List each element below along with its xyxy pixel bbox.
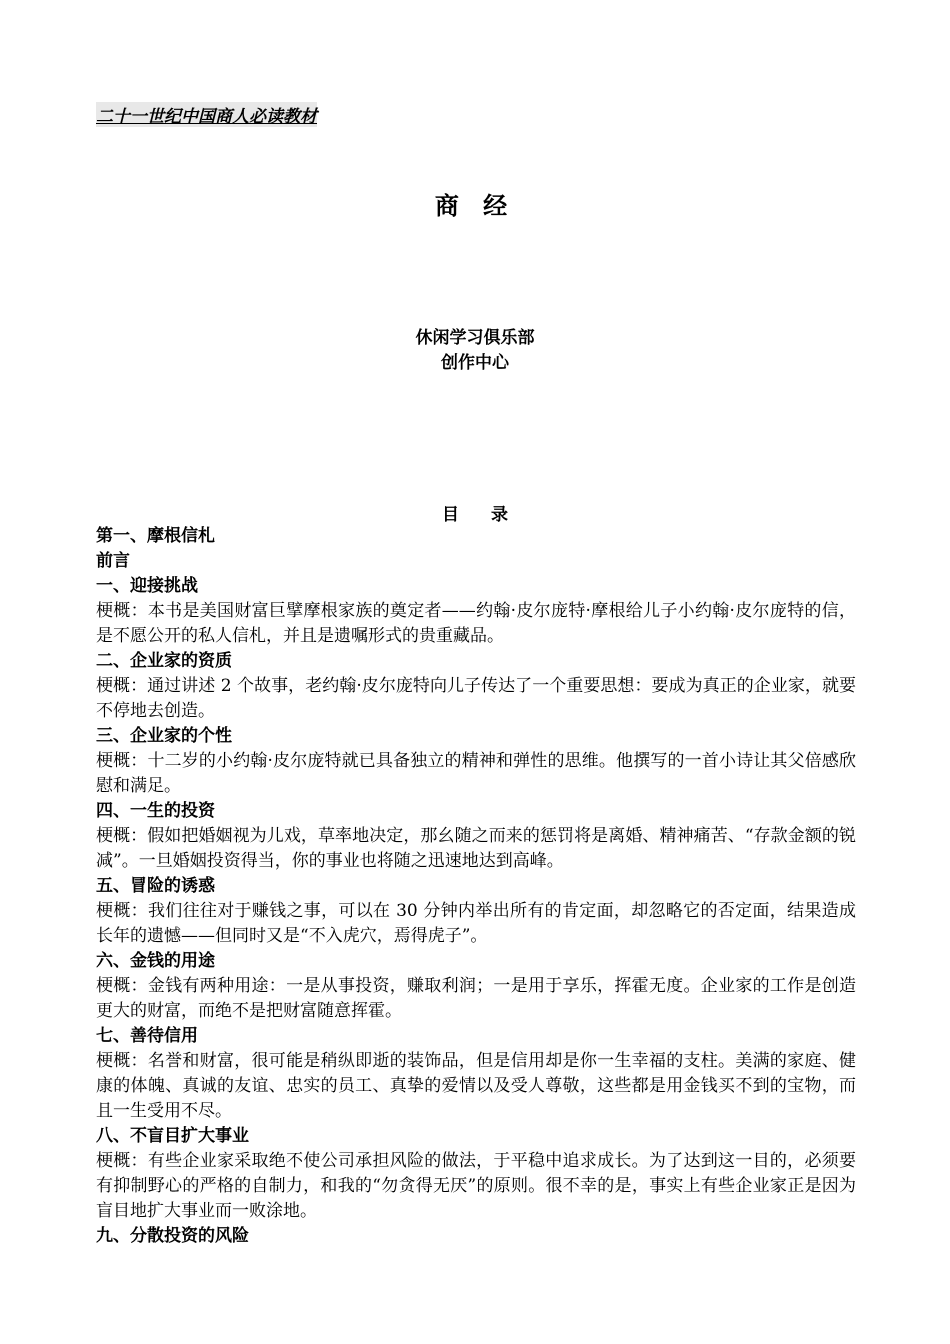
- toc-part-title: 第一、摩根信札: [96, 526, 215, 546]
- toc-entry: [96, 874, 856, 949]
- chapter-summary: 梗概：我们往往对于赚钱之事，可以在 30 分钟内举出所有的肯定面，却忽略它的否定面，结果造成长年的遗憾——但同时又是“不入虎穴，焉得虎子”。: [96, 901, 857, 946]
- chapter-title: 六、金钱的用途: [96, 951, 215, 971]
- toc-entry: [96, 1024, 856, 1124]
- book-title: 商 经: [434, 192, 516, 220]
- toc-entry: [96, 1224, 856, 1249]
- chapter-summary: 梗概：十二岁的小约翰·皮尔庞特就已具备独立的精神和弹性的思维。他撰写的一首小诗让其父倍感欣慰和满足。: [96, 751, 856, 796]
- chapter-summary: 梗概：通过讲述 2 个故事，老约翰·皮尔庞特向儿子传达了一个重要思想：要成为真正的企业家，就要不停地去创造。: [96, 676, 856, 721]
- toc-entry: [96, 1124, 856, 1224]
- chapter-title: 三、企业家的个性: [96, 726, 232, 746]
- toc-entry: [96, 574, 856, 649]
- toc-entry: [96, 799, 856, 874]
- chapter-title: 二、企业家的资质: [96, 651, 232, 671]
- toc-entry: [96, 949, 856, 1024]
- publisher-line1: 休闲学习俱乐部: [415, 328, 535, 348]
- chapter-title: 四、一生的投资: [96, 801, 215, 821]
- toc-preface: 前言: [96, 551, 130, 571]
- table-of-contents: [96, 524, 856, 1249]
- chapter-title: 八、不盲目扩大事业: [96, 1126, 249, 1146]
- chapter-summary: 梗概：金钱有两种用途：一是从事投资，赚取利润；一是用于享乐，挥霍无度。企业家的工作是创造更大的财富，而绝不是把财富随意挥霍。: [96, 976, 856, 1021]
- chapter-summary: 梗概：有些企业家采取绝不使公司承担风险的做法，于平稳中追求成长。为了达到这一目的，必须要有抑制野心的严格的自制力，和我的“勿贪得无厌”的原则。很不幸的是，事实上有些企业家正是因为盲目地扩大事业而一败涂地。: [96, 1151, 856, 1221]
- toc-heading: 目 录: [442, 505, 508, 525]
- chapter-title: 五、冒险的诱惑: [96, 876, 215, 896]
- chapter-title: 七、善待信用: [96, 1026, 198, 1046]
- chapter-title: 九、分散投资的风险: [96, 1226, 249, 1246]
- chapter-summary: 梗概：假如把婚姻视为儿戏，草率地决定，那幺随之而来的惩罚将是离婚、精神痛苦、“存款金额的锐减”。一旦婚姻投资得当，你的事业也将随之迅速地达到高峰。: [96, 826, 856, 871]
- chapter-summary: 梗概：名誉和财富，很可能是稍纵即逝的装饰品，但是信用却是你一生幸福的支柱。美满的家庭、健康的体魄、真诚的友谊、忠实的员工、真挚的爱情以及受人尊敬，这些都是用金钱买不到的宝物，而且一生受用不尽。: [96, 1051, 856, 1121]
- toc-entry: [96, 649, 856, 724]
- chapter-summary: 梗概：本书是美国财富巨擘摩根家族的奠定者——约翰·皮尔庞特·摩根给儿子小约翰·皮尔庞特的信，是不愿公开的私人信札，并且是遗嘱形式的贵重藏品。: [96, 601, 856, 646]
- toc-entry: [96, 724, 856, 799]
- publisher-block: [0, 326, 950, 376]
- chapter-title: 一、迎接挑战: [96, 576, 198, 596]
- series-title: 二十一世纪中国商人必读教材: [96, 102, 317, 127]
- publisher-line2: 创作中心: [441, 353, 509, 373]
